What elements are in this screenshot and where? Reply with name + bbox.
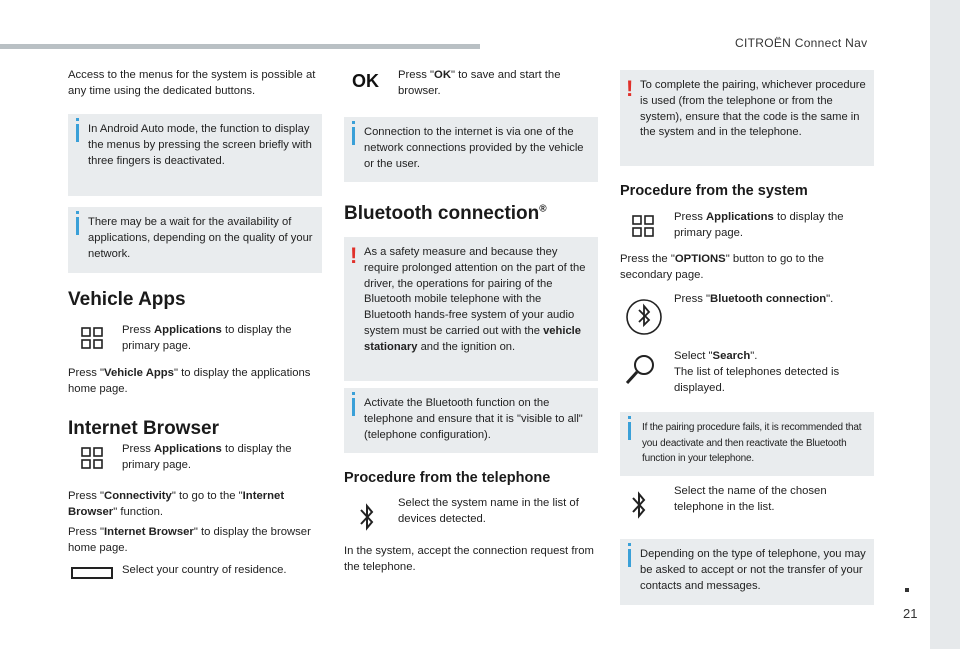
info-text: Activate the Bluetooth function on the telephone and ensure that it is "visible to all" (telephone configuration). xyxy=(364,397,583,441)
bluetooth-connection-icon xyxy=(620,293,666,339)
section-title-bluetooth: Bluetooth connection® xyxy=(344,203,547,224)
section-title-vehicle-apps: Vehicle Apps xyxy=(68,289,186,310)
warning-box-safety xyxy=(344,237,598,381)
info-text: There may be a wait for the availability of applications, depending on the quality of your network. xyxy=(88,216,313,260)
info-box-transfer xyxy=(620,539,874,605)
intro-text: Access to the menus for the system is possible at any time using the dedicated buttons. xyxy=(68,69,316,97)
header-rule xyxy=(0,44,480,49)
search-icon xyxy=(622,352,658,388)
internet-browser-step-3: Press "Internet Browser" to display the browser home page. xyxy=(68,526,311,554)
internet-browser-step-2: Press "Connectivity" to go to the "Internet Browser" function. xyxy=(68,490,285,518)
page-edge-strip xyxy=(930,0,960,649)
warning-text: As a safety measure and because they require prolonged attention on the part of the driver, the operations for pairing of the Bluetooth mobile telephone with the Bluetooth hands-free system of your audio system must be carried out with the vehicle stationary and the ignition on. xyxy=(364,246,586,353)
from-system-step-4: Select "Search". The list of telephones detected is displayed. xyxy=(674,350,840,394)
info-icon xyxy=(76,124,79,142)
vehicle-apps-step-1: Press Applications to display the primary page. xyxy=(122,324,292,352)
from-system-step-5: Select the name of the chosen telephone in the list. xyxy=(674,485,827,513)
from-telephone-step-1: Select the system name in the list of devices detected. xyxy=(398,497,579,525)
info-text: Connection to the internet is via one of the network connections provided by the vehicle or the user. xyxy=(364,126,584,170)
info-text: If the pairing procedure fails, it is recommended that you deactivate and then reactivate the Bluetooth function in your telephone. xyxy=(642,422,862,464)
from-system-step-2: Press the "OPTIONS" button to go to the secondary page. xyxy=(620,253,824,281)
info-text: In Android Auto mode, the function to display the menus by pressing the screen briefly with three fingers is deactivated. xyxy=(88,123,312,167)
info-icon xyxy=(352,398,355,416)
info-icon xyxy=(352,127,355,145)
warning-box-code xyxy=(620,70,874,166)
ok-button-icon: OK xyxy=(352,71,379,91)
info-box-connection xyxy=(344,117,598,182)
info-icon xyxy=(76,217,79,235)
section-title-from-telephone: Procedure from the telephone xyxy=(344,470,551,486)
bluetooth-icon xyxy=(358,500,376,534)
page-number: 21 xyxy=(903,606,918,621)
internet-browser-step-1: Press Applications to display the primary page. xyxy=(122,443,292,471)
from-system-step-3: Press "Bluetooth connection". xyxy=(674,293,834,305)
brand-name: CITROËN Connect Nav xyxy=(735,36,868,50)
keyboard-field-icon xyxy=(71,566,113,580)
warning-icon: ! xyxy=(626,76,634,101)
from-system-step-1: Press Applications to display the primary page. xyxy=(674,211,844,239)
info-box-pairing-fails xyxy=(620,412,874,476)
info-box-network xyxy=(68,207,322,273)
applications-grid-icon xyxy=(81,327,103,349)
from-telephone-step-2: In the system, accept the connection request from the telephone. xyxy=(344,545,594,573)
applications-grid-icon xyxy=(632,215,654,237)
info-icon xyxy=(628,422,631,440)
bluetooth-icon xyxy=(630,488,648,522)
info-box-android-auto xyxy=(68,114,322,196)
continuation-mark xyxy=(905,588,909,592)
info-text: Depending on the type of telephone, you may be asked to accept or not the transfer of your contacts and messages. xyxy=(640,548,866,592)
info-icon xyxy=(628,549,631,567)
vehicle-apps-step-2: Press "Vehicle Apps" to display the applications home page. xyxy=(68,367,311,395)
ok-step: Press "OK" to save and start the browser. xyxy=(398,69,561,97)
section-title-from-system: Procedure from the system xyxy=(620,183,808,199)
info-box-activate-bluetooth xyxy=(344,388,598,453)
warning-icon: ! xyxy=(350,243,358,268)
section-title-internet-browser: Internet Browser xyxy=(68,418,219,439)
internet-browser-step-4: Select your country of residence. xyxy=(122,564,287,576)
warning-text: To complete the pairing, whichever procedure is used (from the telephone or from the system), ensure that the code is the same in the system and in the telephone. xyxy=(640,79,866,139)
applications-grid-icon xyxy=(81,447,103,469)
